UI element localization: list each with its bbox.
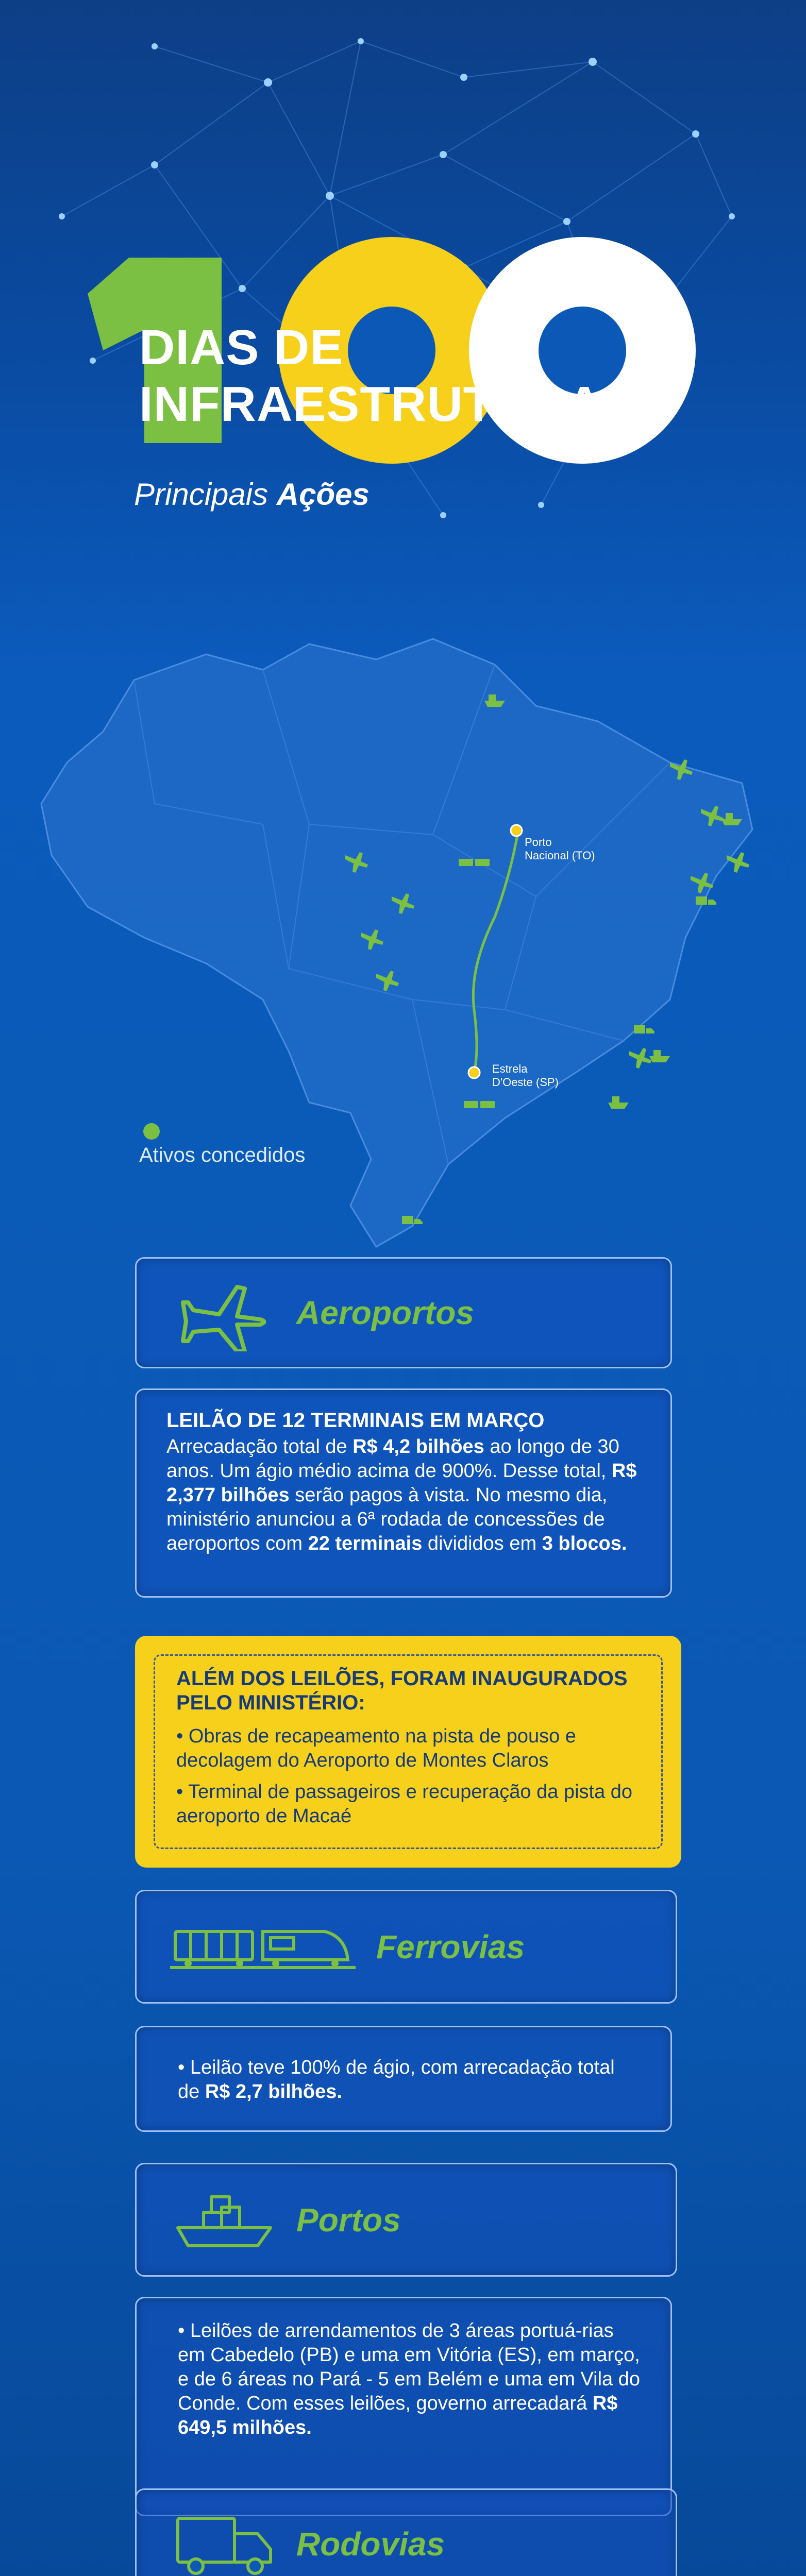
- city-1-name: Porto: [525, 836, 552, 849]
- category-portos: [135, 2163, 677, 2277]
- portos-card: [135, 2297, 672, 2516]
- aeroportos-label: Aeroportos: [296, 1294, 474, 1331]
- subtitle-part-1: Principais: [134, 477, 268, 512]
- inaugurados-card: [135, 1636, 681, 1868]
- inaugurados-item-2: • Terminal de passageiros e recuperação da pista do aeroporto de Macaé: [176, 1781, 633, 1827]
- leilao-text: Arrecadação total de R$ 4,2 bilhões ao longo de 30 anos. Um ágio médio acima de 900%. Desse total, R$ 2,377 bilhões serão pagos à vista. No mesmo dia, ministério anunciou a 6ª rodada de concessões de aeroportos com 22 terminais divididos em 3 blocos.: [166, 1436, 637, 1554]
- truck-icon: [173, 2511, 276, 2576]
- city-2-name: Estrela: [492, 1062, 528, 1075]
- ship-icon: [173, 2189, 276, 2251]
- leilao-title: LEILÃO DE 12 TERMINAIS EM MARÇO: [166, 1409, 545, 1432]
- subtitle-part-2: Ações: [276, 477, 370, 512]
- page-subtitle: [134, 477, 370, 512]
- category-rodovias: [135, 2488, 677, 2576]
- portos-label: Portos: [296, 2201, 401, 2239]
- legend-dot: [143, 1123, 160, 1140]
- city-2-state: D'Oeste (SP): [492, 1076, 559, 1089]
- train-icon: [170, 1921, 356, 1973]
- ferrovias-card: [135, 2026, 672, 2132]
- ferrovias-text: • Leilão teve 100% de ágio, com arrecadação total de R$ 2,7 bilhões.: [178, 2057, 615, 2103]
- brazil-map: [21, 608, 794, 1267]
- airplane-icon: [173, 1274, 276, 1351]
- ferrovias-label: Ferrovias: [376, 1928, 525, 1965]
- rodovias-label: Rodovias: [296, 2526, 445, 2563]
- category-aeroportos: [135, 1257, 672, 1368]
- city-1-state: Nacional (TO): [525, 849, 595, 862]
- map-label-estrela-doeste: [492, 1062, 559, 1089]
- leilao-card: [135, 1388, 672, 1598]
- map-legend: [139, 1144, 305, 1167]
- portos-text: • Leilões de arrendamentos de 3 áreas portuá-rias em Cabedelo (PB) e uma em Vitória (ES), em março, e de 6 áreas no Pará - 5 em Belém e uma em Vila do Conde. Com esses leilões, governo arrecadará R$ 649,5 milhões.: [178, 2320, 641, 2438]
- legend-label: Ativos concedidos: [139, 1144, 306, 1166]
- page-title: DIAS DE INFRAESTRUTURA: [139, 320, 603, 432]
- inaugurados-item-1: • Obras de recapeamento na pista de pouso e decolagem do Aeroporto de Montes Claros: [176, 1725, 576, 1771]
- category-ferrovias: [135, 1890, 677, 2004]
- inaugurados-title: ALÉM DOS LEILÕES, FORAM INAUGURADOS PELO MINISTÉRIO:: [176, 1667, 628, 1714]
- map-label-porto-nacional: [525, 836, 595, 862]
